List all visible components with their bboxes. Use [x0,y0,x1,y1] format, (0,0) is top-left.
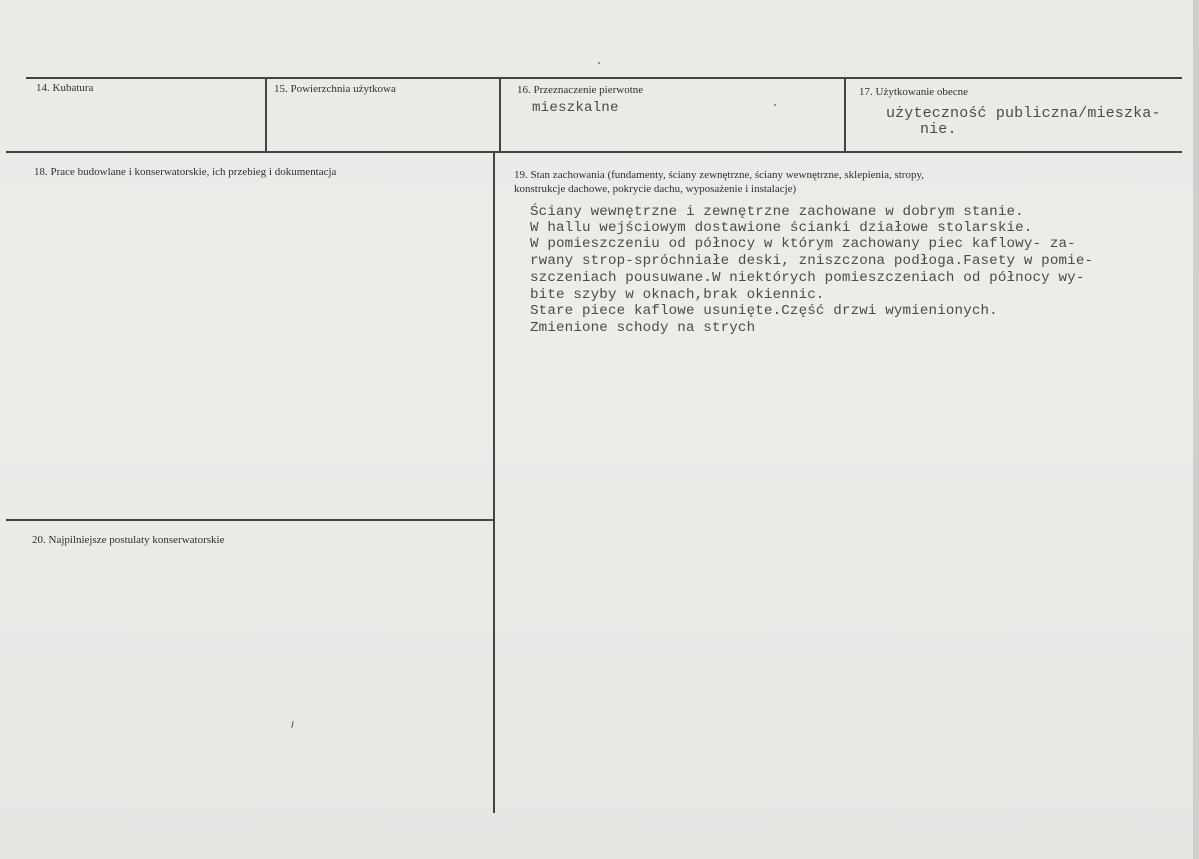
field-19-text-line: W hallu wejściowym dostawione ścianki działowe stolarskie. [530,220,1033,236]
divider-15-16 [499,77,501,151]
field-17-label: 17. Użytkowanie obecne [859,86,969,98]
field-16-value: mieszkalne [532,100,619,116]
field-17-value-line: użyteczność publiczna/mieszka- [886,105,1161,122]
pencil-mark [291,721,293,728]
card-edge [1193,0,1199,859]
divider-16-17 [844,77,846,151]
field-19-text-line: szczeniach pousuwane.W niektórych pomieszczeniach od północy wy- [530,270,1085,286]
field-19-text-line: Ściany wewnętrzne i zewnętrzne zachowane w dobrym stanie. [530,204,1024,220]
middle-rule [6,151,1182,153]
field-19-label-line: konstrukcje dachowe, pokrycie dachu, wyposażenie i instalacje) [514,183,797,195]
divider-18-19 [493,151,495,813]
field-15-label: 15. Powierzchnia użytkowa [274,83,396,95]
field-18-label: 18. Prace budowlane i konserwatorskie, ich przebieg i dokumentacja [34,166,337,178]
divider-14-15 [265,77,267,151]
paper-speck [774,104,776,106]
field-20-label: 20. Najpilniejsze postulaty konserwatorskie [32,534,225,546]
field-19-text-line: bite szyby w oknach,brak okiennic. [530,287,825,303]
section-20-rule [6,519,494,521]
field-19-text-line: W pomieszczeniu od północy w którym zachowany piec kaflowy- za- [530,236,1076,252]
paper-speck [598,62,600,64]
field-19-text-line: rwany strop-spróchniałe deski, zniszczona podłoga.Fasety w pomie- [530,253,1094,269]
field-19-text-line: Zmienione schody na strych [530,320,756,336]
field-17-value-line: nie. [920,121,957,138]
field-16-label: 16. Przeznaczenie pierwotne [517,84,644,96]
field-14-label: 14. Kubatura [36,82,94,94]
field-19-text-line: Stare piece kaflowe usunięte.Część drzwi wymienionych. [530,303,998,319]
field-19-label-line: 19. Stan zachowania (fundamenty, ściany zewnętrzne, ściany wewnętrzne, sklepienia, stropy, [514,169,925,181]
top-rule [26,77,1182,79]
